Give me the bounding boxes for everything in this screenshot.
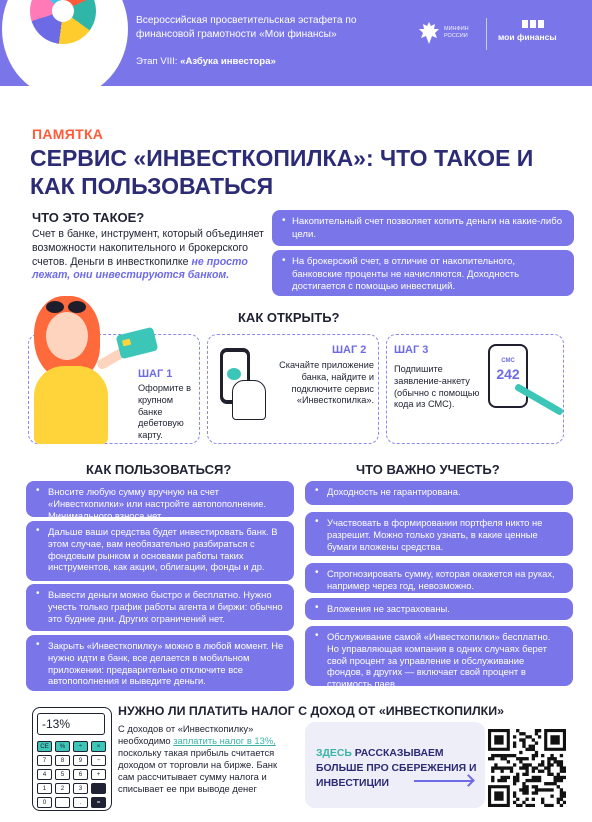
calculator-key: 2 (55, 783, 70, 794)
sms-phone-icon (488, 344, 528, 408)
calculator-key (55, 797, 70, 808)
step-text: Оформите в крупном банке дебетовую карту. (138, 383, 192, 441)
qr-code[interactable] (488, 729, 566, 807)
step-text: Подпишите заявление-анкету (обычно с помощью кода из СМС). (394, 364, 480, 410)
calculator-key: 9 (73, 755, 88, 766)
calculator-display: -13% (37, 713, 105, 735)
stage-name: «Азбука инвестора» (180, 56, 276, 67)
section-heading-consider: ЧТО ВАЖНО УЧЕСТЬ? (356, 462, 500, 477)
step-label: ШАГ 2 (332, 344, 367, 356)
use-point: • Вносите любую сумму вручную на счет «Инвесткопилки» или настройте автопополнение. Минимального взноса нет. (26, 481, 294, 517)
calculator-key: 8 (55, 755, 70, 766)
calculator-key: 3 (73, 783, 88, 794)
brand-text: мои финансы (498, 32, 557, 42)
tax-accent: заплатить налог в 13%, (173, 735, 276, 746)
consider-point: • Участвовать в формировании портфеля никто не разрешит. Можно только узнать, в какие ценные бумаги вложены средства. (305, 512, 573, 556)
calculator-key: % (55, 741, 70, 752)
what-point: • На брокерский счет, в отличие от накопительного, банковские проценты не начисляются. Доходность достигается с помощью инвестиций. (272, 250, 574, 296)
step-label: ШАГ 1 (138, 368, 173, 380)
calculator-key: = (91, 797, 106, 808)
logo-wheel-icon (30, 0, 96, 44)
tax-body (118, 723, 296, 795)
what-text: Счет в банке, инструмент, который объединяет возможности накопительного и брокерского счетов. Деньги в инвесткопилке (32, 228, 264, 268)
tax-text-after: поскольку такая прибыль считается доходом от торговли на бирже. Банк сам рассчитывает сумму налога и списывает ее при выводе денег (118, 747, 278, 794)
logo-badge (2, 0, 128, 98)
calculator-key: 7 (37, 755, 52, 766)
calculator-key: СЕ (37, 741, 52, 752)
header-title: Всероссийская просветительская эстафета по финансовой грамотности «Мои финансы» (136, 15, 357, 40)
calculator-key: . (73, 797, 88, 808)
calculator-key: 6 (73, 769, 88, 780)
use-point: • Закрыть «Инвесткопилку» можно в любой момент. Не нужно идти в банк, все делается в мобильном приложении: предварительно отключите все автопополнения и выведите деньги. (26, 635, 294, 691)
brand-stripes-icon (522, 20, 544, 28)
use-point: • Вывести деньги можно быстро и бесплатно. Нужно учесть только график работы агента и биржи: обычно это будние дни. Других ограничений нет. (26, 584, 294, 631)
consider-point: • Спрогнозировать сумму, которая окажется на руках, например через год, невозможно. (305, 563, 573, 593)
section-heading-open: КАК ОТКРЫТЬ? (238, 310, 340, 325)
header (0, 0, 592, 86)
what-point: • Накопительный счет позволяет копить деньги на какие-либо цели. (272, 210, 574, 246)
girl-face (46, 312, 88, 360)
calculator-key: 4 (37, 769, 52, 780)
header-divider (486, 18, 487, 50)
calculator-key: − (91, 755, 106, 766)
use-point: • Дальше ваши средства будет инвестировать банк. В этом случае, вам необязательно разбираться с фондовым рынком и основами работы таких инструментов, как акции, облигации, фонды и др. (26, 521, 294, 581)
more-accent: ЗДЕСЬ (316, 748, 352, 759)
step-label: ШАГ 3 (394, 344, 429, 356)
calculator-keys (37, 741, 109, 808)
arrow-right-icon (414, 780, 472, 782)
tax-text-before: С доходов от «Инвесткопилку» необходимо (118, 723, 254, 746)
step-text: Скачайте приложение банка, найдите и подключите сервис «Инвесткопилка». (279, 360, 374, 406)
stage-prefix: Этап VIII: (136, 56, 178, 67)
girl-body (34, 366, 108, 444)
sms-label: СМС (501, 358, 515, 364)
moi-finansy-logo (498, 20, 568, 46)
what-accent: не просто лежат, они инвестируются банком. (32, 255, 248, 282)
more-info-text[interactable] (316, 746, 484, 791)
consider-point: • Доходность не гарантирована. (305, 481, 573, 505)
calculator-key: 5 (55, 769, 70, 780)
more-label: РАССКАЗЫВАЕМ БОЛЬШЕ ПРО СБЕРЕЖЕНИЯ И ИНВЕСТИЦИИ (316, 748, 477, 789)
section-heading-use: КАК ПОЛЬЗОВАТЬСЯ? (86, 462, 232, 477)
calculator-key: 0 (37, 797, 52, 808)
minfin-text: МИНФИН РОССИИ (444, 26, 469, 39)
consider-point: • Обслуживание самой «Инвесткопилки» бесплатно. Но управляющая компания в одних случаях берет свой процент за управление и обслуживание фондов, в других — включает свой процент в стоимость паев. (305, 626, 573, 686)
calculator-key: × (91, 741, 106, 752)
minfin-logo (418, 18, 482, 48)
sms-code: 242 (496, 366, 520, 382)
section-heading-tax: НУЖНО ЛИ ПЛАТИТЬ НАЛОГ С ДОХОД ОТ «ИНВЕСТКОПИЛКИ» (118, 704, 505, 718)
section-heading-what: ЧТО ЭТО ТАКОЕ? (32, 210, 145, 225)
eagle-icon (418, 20, 440, 46)
calculator-icon (32, 707, 112, 811)
calculator-key: ÷ (73, 741, 88, 752)
what-body (32, 228, 270, 283)
header-stage (136, 56, 276, 67)
sunglasses-icon (46, 300, 90, 312)
kicker: ПАМЯТКА (32, 126, 104, 142)
calculator-key: + (91, 769, 106, 780)
page-title: СЕРВИС «ИНВЕСТКОПИЛКА»: ЧТО ТАКОЕ И КАК ПОЛЬЗОВАТЬСЯ (30, 145, 534, 199)
calculator-key: 1 (37, 783, 52, 794)
calculator-key (91, 783, 106, 794)
qr-code-icon (488, 729, 566, 807)
consider-point: • Вложения не застрахованы. (305, 598, 573, 620)
